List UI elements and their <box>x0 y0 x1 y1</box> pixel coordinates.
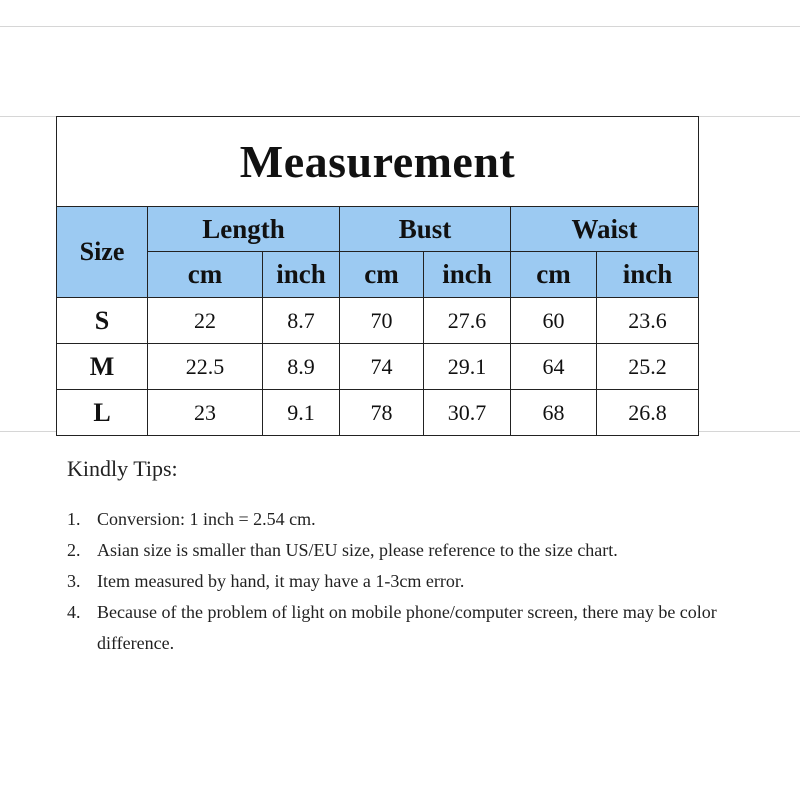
list-item <box>67 566 777 597</box>
divider-top <box>0 26 800 27</box>
table-cell: 8.9 <box>263 344 340 390</box>
tips-section <box>67 456 777 659</box>
table-cell: 23.6 <box>597 298 699 344</box>
tip-number: 2. <box>67 540 81 560</box>
table-cell: 8.7 <box>263 298 340 344</box>
table-row <box>57 298 699 344</box>
table-cell: 60 <box>511 298 597 344</box>
size-column-header: Size <box>57 207 148 298</box>
table-cell: 26.8 <box>597 390 699 436</box>
table-cell: 74 <box>340 344 424 390</box>
size-chart-table <box>56 116 699 436</box>
tip-number: 1. <box>67 509 81 529</box>
table-cell: 78 <box>340 390 424 436</box>
group-header-bust: Bust <box>340 207 511 252</box>
table-row <box>57 390 699 436</box>
list-item <box>67 504 777 535</box>
table-cell: 64 <box>511 344 597 390</box>
list-item <box>67 597 777 659</box>
table-cell: 27.6 <box>424 298 511 344</box>
size-label: L <box>57 390 148 436</box>
table-cell: 30.7 <box>424 390 511 436</box>
unit-header: cm <box>148 252 263 298</box>
group-header-length: Length <box>148 207 340 252</box>
size-label: S <box>57 298 148 344</box>
unit-header: cm <box>340 252 424 298</box>
tip-text: Because of the problem of light on mobile phone/computer screen, there may be color difference. <box>97 602 717 653</box>
tip-text: Conversion: 1 inch = 2.54 cm. <box>97 509 316 529</box>
table-cell: 29.1 <box>424 344 511 390</box>
unit-header: inch <box>263 252 340 298</box>
table-cell: 23 <box>148 390 263 436</box>
tip-text: Asian size is smaller than US/EU size, please reference to the size chart. <box>97 540 618 560</box>
table-cell: 68 <box>511 390 597 436</box>
tips-list <box>67 504 777 659</box>
table-cell: 9.1 <box>263 390 340 436</box>
table-cell: 22 <box>148 298 263 344</box>
unit-header: cm <box>511 252 597 298</box>
size-label: M <box>57 344 148 390</box>
unit-header: inch <box>424 252 511 298</box>
tip-text: Item measured by hand, it may have a 1-3cm error. <box>97 571 465 591</box>
chart-title: Measurement <box>57 117 699 207</box>
tip-number: 3. <box>67 571 81 591</box>
table-cell: 70 <box>340 298 424 344</box>
tips-title: Kindly Tips: <box>67 456 178 481</box>
group-header-waist: Waist <box>511 207 699 252</box>
tip-number: 4. <box>67 602 81 622</box>
table-cell: 22.5 <box>148 344 263 390</box>
unit-header: inch <box>597 252 699 298</box>
table-cell: 25.2 <box>597 344 699 390</box>
list-item <box>67 535 777 566</box>
table-row <box>57 344 699 390</box>
